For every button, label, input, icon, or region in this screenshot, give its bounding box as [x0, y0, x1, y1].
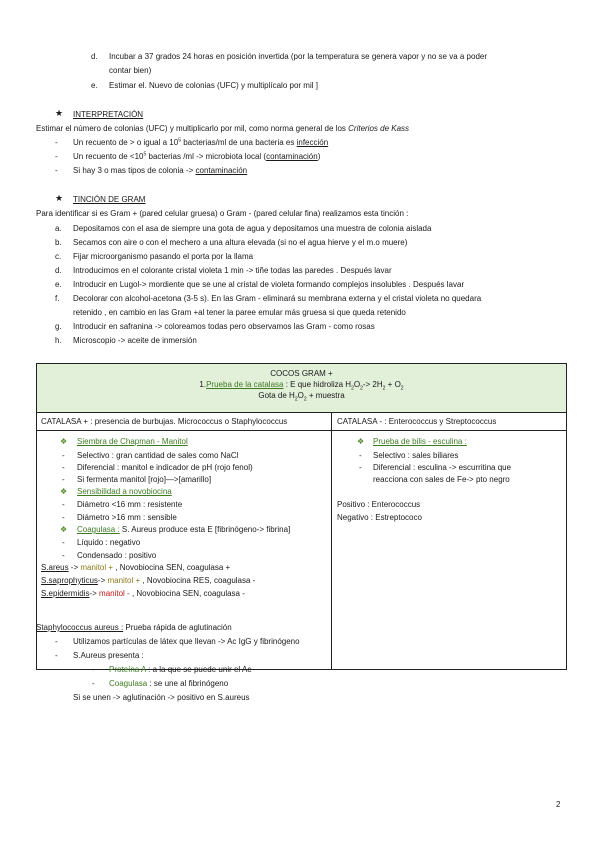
sp1-manitol: manitol + [80, 563, 114, 572]
bullet-dash: - [55, 637, 58, 646]
interpretacion-bullet-2 [73, 151, 320, 162]
gram-step-text-cont: retenido , en cambio en las Gram +al tener la paree emular más gruesa si que queda retenido [73, 308, 406, 317]
gram-step-text: Fijar microorganismo pasando el porta por la llama [73, 252, 254, 261]
sp3-arrow: -> [89, 589, 100, 598]
gram-step-letter: d. [55, 266, 62, 275]
b1-text-b: bacterias/ml de una bacteria es [180, 138, 297, 147]
bilis-item-cont: reacciona con sales de Fe-> pto negro [373, 475, 510, 484]
b1-text: Un recuento de > o igual a 10 [73, 138, 179, 147]
gota-text: Gota de H [258, 391, 295, 400]
aureus-title-rest: Prueba rápida de aglutinación [123, 623, 232, 632]
bullet-dash: - [92, 665, 95, 674]
interpretacion-bullet-3 [73, 165, 247, 176]
bullet-dash: - [359, 451, 362, 460]
table-header [37, 364, 566, 413]
aureus-bullet-1: Utilizamos partículas de látex que llevan -> Ac IgG y fibrinógeno [73, 637, 300, 646]
b2-text-b: bacterias /ml -> microbiota local ( [146, 152, 267, 161]
bullet-dash: - [62, 538, 65, 547]
sub-2: 2 [400, 385, 404, 392]
prueba-catalasa-link: Prueba de la catalasa [206, 380, 284, 389]
sp2-manitol: manitol + [107, 576, 141, 585]
b1-infeccion: infección [296, 138, 329, 147]
section-title-gram: TINCIÓN DE GRAM [73, 195, 146, 204]
header-rest4: + O [385, 380, 401, 389]
bullet-dash: - [55, 138, 58, 147]
gota-o: O [297, 391, 304, 400]
bullet-dash: - [62, 551, 65, 560]
b1-sup: 5 [178, 137, 181, 144]
gram-step-text: Depositamos con el asa de siempre una gota de agua y depositamos una muestra de colonia aislada [73, 224, 432, 233]
sub-2: 2 [351, 385, 354, 392]
gram-step-text: Microscopio -> aceite de inmersión [73, 336, 197, 345]
step-e-text: Estimar el. Nuevo de colonias (UFC) y multiplícalo por mil ] [109, 81, 318, 90]
sub-2: 2 [360, 385, 363, 392]
chapman-item: Diferencial : manitol e indicador de pH (rojo fenol) [77, 463, 253, 472]
bullet-dash: - [55, 166, 58, 175]
gram-step-letter: h. [55, 336, 62, 345]
siembra-chapman: Siembra de Chapman - Manitol [77, 437, 188, 446]
b2-sup: 5 [143, 151, 147, 158]
step-d-text-cont: contar bien) [109, 66, 152, 75]
species-s-aureus [41, 562, 230, 573]
diamond-icon: ❖ [60, 525, 68, 534]
bullet-dash: - [62, 451, 65, 460]
diamond-icon: ❖ [60, 487, 68, 496]
novo-item: Diámetro >16 mm : sensible [77, 513, 177, 522]
negativo-line: Negativo : Estreptococo [337, 513, 422, 522]
diamond-icon: ❖ [60, 437, 68, 446]
bilis-item: Diferencial : esculina -> escurritina que [373, 463, 512, 472]
aureus-bullet-2: S.Aureus presenta : [73, 651, 144, 660]
gram-step-letter: c. [55, 252, 62, 261]
coagulasa-title: Coagulasa : [77, 525, 120, 534]
aureus-conclusion: Si se unen -> aglutinación -> positivo en S.aureus [73, 693, 250, 702]
interpretacion-bullet-1 [73, 137, 328, 148]
bullet-dash: - [55, 152, 58, 161]
sp2-arrow: -> [97, 576, 108, 585]
column-divider [331, 431, 332, 669]
species-s-saprophyticus [41, 575, 255, 586]
step-d-text: Incubar a 37 grados 24 horas en posición invertida (por la temperatura se genera vapor y no se va a poder [109, 52, 488, 61]
positivo-line: Positivo : Enterococcus [337, 500, 421, 509]
proteina-a-line [109, 664, 251, 675]
sensibilidad-novobiocina: Sensibilidad a novobiocina [77, 487, 172, 496]
chapman-item: Si fermenta manitol [rojo]—>[amarillo] [77, 475, 212, 484]
bullet-dash: - [62, 463, 65, 472]
aureus-title: Staphylococcus aureus : [36, 623, 124, 632]
gram-step-text: Decolorar con alcohol-acetona (3-5 s). En las Gram - eliminará su membrana externa y el cristal violeta no quedara [73, 294, 482, 303]
criterios-kass: Criterios de Kass [348, 124, 410, 133]
sp3-name: S.epidermidis [41, 589, 90, 598]
star-icon: ★ [55, 193, 64, 203]
prueba-bilis-esculina: Prueba de bilis - esculina : [373, 437, 467, 446]
interpretacion-intro [36, 123, 409, 134]
bullet-dash: - [92, 679, 95, 688]
chapman-item: Selectivo : gran cantidad de sales como NaCl [77, 451, 239, 460]
gram-step-text: Introducir en Lugol-> mordiente que se une al cristal de violeta formando complejos insolubles . Después lavar [73, 280, 465, 289]
header-rest: : E que hidroliza H [283, 380, 352, 389]
step-e-letter: e. [91, 81, 98, 90]
diamond-icon: ❖ [357, 437, 365, 446]
sp3-manitol: manitol - [99, 589, 130, 598]
proteina-a-rest: : a la que se puede unir el Ac [145, 665, 252, 674]
b3-contaminacion: contaminación [195, 166, 248, 175]
gram-step-letter: a. [55, 224, 62, 233]
coag-item: Condensado : positivo [77, 551, 157, 560]
gram-step-text: Secamos con aire o con el mechero a una altura elevada (si no el agua hierve y el m.o muere) [73, 238, 408, 247]
coagulasa-line-2 [109, 678, 228, 689]
table-subheader-row [37, 413, 566, 431]
interpretacion-intro-text: Estimar el número de colonias (UFC) y multiplicarlo por mil, como norma general de los [36, 124, 349, 133]
catalasa-line [37, 379, 566, 390]
sp1-rest: , Novobiocina SEN, coagulasa + [113, 563, 231, 572]
gram-intro: Para identificar si es Gram + (pared celular gruesa) o Gram - (pared celular fina) realizamos esta tinción : [36, 209, 409, 218]
gram-step-letter: b. [55, 238, 62, 247]
gram-step-letter: f. [55, 294, 60, 303]
sub-2: 2 [294, 396, 298, 403]
gota-rest: + muestra [306, 391, 345, 400]
step-d-letter: d. [91, 52, 98, 61]
sub-2: 2 [382, 385, 386, 392]
bilis-item: Selectivo : sales biliares [373, 451, 459, 460]
bullet-dash: - [55, 651, 58, 660]
gram-step-letter: e. [55, 280, 62, 289]
sub-2: 2 [303, 396, 307, 403]
catalasa-positive-head: CATALASA + : presencia de burbujas. Micrococcus o Staphylococcus [41, 417, 288, 426]
header-rest3: -> 2H [362, 380, 383, 389]
sp2-name: S.saprophyticus [41, 576, 98, 585]
bullet-dash: - [359, 463, 362, 472]
coagulasa-rest: S. Aureus produce esta E [fibrinógeno-> fibrina] [119, 525, 291, 534]
bullet-dash: - [62, 513, 65, 522]
table-title: COCOS GRAM + [270, 369, 333, 378]
novo-item: Diámetro <16 mm : resistente [77, 500, 183, 509]
column-divider [331, 413, 332, 430]
star-icon: ★ [55, 108, 64, 118]
aureus-title-line [36, 622, 232, 633]
coag-item: Líquido : negativo [77, 538, 141, 547]
sp2-rest: , Novobiocina RES, coagulasa - [140, 576, 256, 585]
header-num: 1. [199, 380, 207, 389]
catalasa-negative-head: CATALASA - : Enterococcus y Streptococcus [337, 417, 497, 426]
proteina-a: Proteína A [109, 665, 146, 674]
bullet-dash: - [62, 500, 65, 509]
header-rest2: O [353, 380, 361, 389]
b2-contaminacion: contaminación [266, 152, 318, 161]
coagulasa-rest: : se une al fibrinógeno [147, 679, 229, 688]
b3-text: Si hay 3 o mas tipos de colonia -> [73, 166, 196, 175]
sp3-rest: , Novobiocina SEN, coagulasa - [129, 589, 245, 598]
section-title-interpretacion: INTERPRETACIÓN [73, 110, 144, 119]
species-s-epidermidis [41, 588, 245, 599]
sp1-arrow: -> [68, 563, 81, 572]
coagulasa-label: Coagulasa [109, 679, 148, 688]
table-body-row [37, 431, 566, 669]
sp1-name: S.areus [41, 563, 69, 572]
gram-step-text: Introducimos en el colorante cristal violeta 1 min -> tiñe todas las paredes . Después lavar [73, 266, 392, 275]
bullet-dash: - [62, 475, 65, 484]
coagulasa-line [77, 524, 290, 535]
gram-step-text: Introducir en safranina -> coloreamos todas pero observamos las Gram - como rosas [73, 322, 375, 331]
gram-step-letter: g. [55, 322, 62, 331]
page-number: 2 [556, 800, 561, 809]
gota-line [37, 390, 566, 401]
b2-close: ) [317, 152, 321, 161]
b2-text: Un recuento de <10 [73, 152, 144, 161]
